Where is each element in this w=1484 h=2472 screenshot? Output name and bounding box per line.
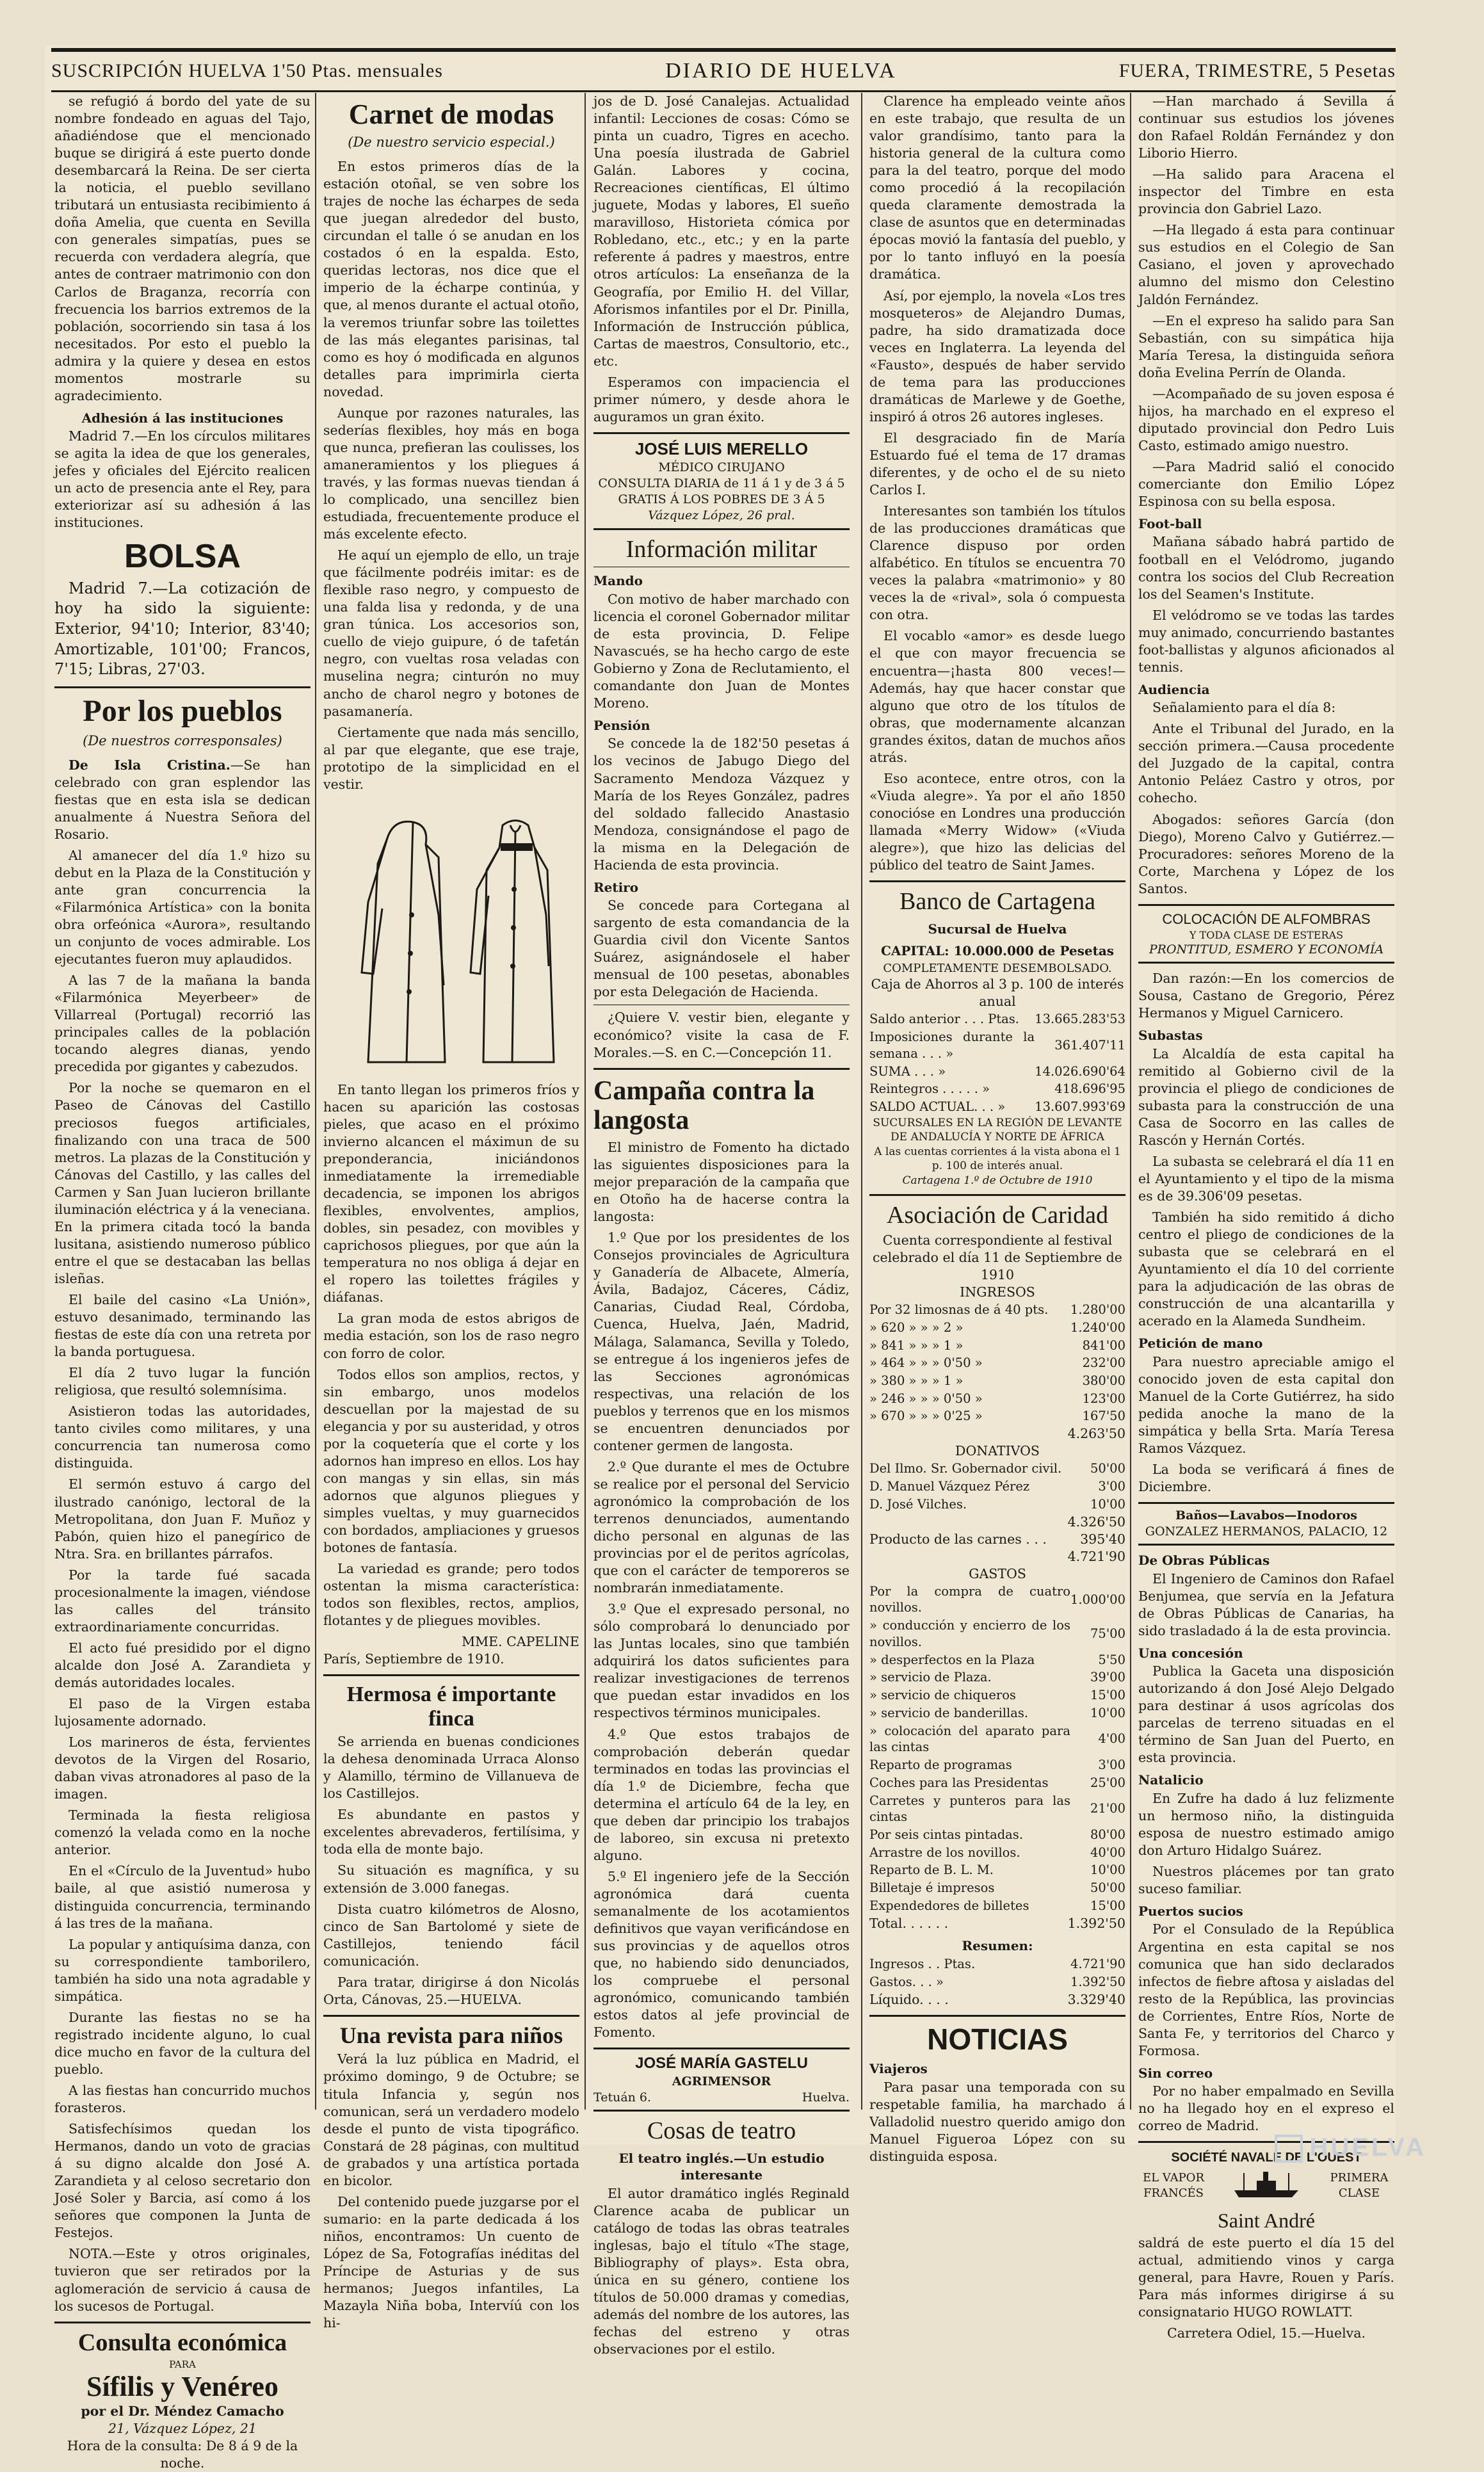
section-heading: Mando	[593, 573, 643, 589]
article-text: La variedad es grande; pero todos ostentan la misma característica: todos son flexibles, rectos, amplios, flotantes y de pliegues movibles.	[323, 1561, 579, 1629]
ledger-value: 841'00	[1082, 1337, 1125, 1353]
article-text: Los marineros de ésta, fervientes devotos de la Virgen del Rosario, daban vivas atronadores al paso de la imagen.	[54, 1734, 311, 1802]
ledger-value: 3'00	[1098, 1479, 1125, 1494]
ledger-value: 15'00	[1090, 1688, 1125, 1703]
article-text: La Alcaldía de esta capital ha remitido al Gobierno civil de la provincia el pliego de condiciones de subasta para la construcción de una Casa de Socorro en las calles de Rascón y Hernán Cortés.	[1138, 1046, 1394, 1148]
article-text: Así, por ejemplo, la novela «Los tres mosqueteros» de Alejandro Dumas, padre, ha sido dramatizada doce veces en Inglaterra. La leyenda del «Fausto», después de haber servido de tema para las producciones dramáticas de Marlewe y de Goethe, inspiró á otros 26 autores ingleses.	[869, 287, 1125, 424]
article-text: Esperamos con impaciencia el primer número, y desde ahora le auguramos un gran éxito.	[593, 374, 850, 424]
ledger-value: 10'00	[1090, 1496, 1125, 1512]
ledger-row	[869, 1722, 1125, 1756]
article-text: Eso acontece, entre otros, con la «Viuda alegre». Ya por el año 1850 conocióse en Londres una producción llamada «Merry Widow» («Viuda alegre»), que hizo las delicias del público del teatro de Saint James.	[869, 770, 1125, 873]
ledger-value: 25'00	[1090, 1775, 1125, 1790]
modas-date: París, Septiembre de 1910.	[323, 1651, 504, 1667]
ledger-label: Por seis cintas pintadas.	[869, 1827, 1024, 1842]
ledger-row	[869, 1407, 1125, 1425]
resumen-ledger	[869, 1955, 1125, 1991]
article-text: —En el expreso ha salido para San Sebastián, con su simpática hija María Teresa, la distinguida señora doña Evelina Perrín de Olanda.	[1138, 312, 1394, 380]
ship-address: Carretera Odiel, 15.—Huelva.	[1167, 2325, 1366, 2341]
ledger-value: 40'00	[1090, 1845, 1125, 1860]
ledger-value: 361.407'11	[1054, 1038, 1125, 1053]
bank-capital-note: COMPLETAMENTE DESEMBOLSADO.	[883, 961, 1112, 975]
bank-subheading: Sucursal de Huelva	[928, 921, 1067, 937]
article-text: Por la noche se quemaron en el Paseo de Cánovas del Castillo preciosos fuegos artificiales, finalizando con una traca de 500 metros. La plazas de la Constitución y Cánovas del Castillo, y las calles del Carmen y San Juan lucieron brillante iluminación eléctrica y á la veneciana. En la primera citada tocó la banda lusitana, asistiendo numeroso público entre el que se destacaban las bellas isleñas.	[54, 1080, 311, 1286]
ledger-label: Por 32 limosnas de á 40 pts.	[869, 1302, 1049, 1318]
ledger-row	[869, 1756, 1125, 1774]
article-text: Por el Consulado de la República Argentina en esta capital se nos comunica que han sido declarados infectos de fiebre aftosa y aisladas del resto de la República, las provincias de Corrientes, Entre Ríos, Norte de Santa Fe, y territorios del Charco y Formosa.	[1138, 1921, 1394, 2058]
ledger-value: 10'00	[1090, 1862, 1125, 1878]
ledger-label: Arrastre de los novillos.	[869, 1845, 1020, 1860]
coat-illustration	[323, 800, 579, 1075]
article-text: Durante las fiestas no se ha registrado incidente alguno, lo cual dice mucho en favor de la cultura del pueblo.	[54, 2009, 311, 2077]
archive-logo-icon	[1275, 2135, 1303, 2163]
article-text: Dista cuatro kilómetros de Alosno, cinco de San Bartolomé y siete de Castillejos, teniendo fácil comunicación.	[323, 1901, 579, 1969]
consulta-address: 21, Vázquez López, 21	[108, 2420, 257, 2436]
article-text: Publica la Gaceta una disposición autorizando á don José Alejo Delgado para destinar á usos agrícolas dos parcelas de terreno situadas en el término de San Juan del Puerto, en esta provincia.	[1138, 1663, 1394, 1766]
isla-heading: De Isla Cristina.	[69, 757, 230, 773]
article-text: El autor dramático inglés Reginald Clarence acaba de publicar un catálogo de todas las obras teatrales inglesas, bajo el título «The stage, Bibliography of plays». Esta obra, única en su género, contiene los títulos de 50.000 dramas y comedias, además del nombre de los autores, las fechas del estreno y otras observaciones por el estilo.	[593, 2185, 850, 2357]
ledger-label: D. José Vilches.	[869, 1496, 967, 1512]
ledger-total: 3.329'40	[1067, 1991, 1125, 2007]
article-text: A las 7 de la mañana la banda «Filarmónica Meyerbeer» de Villarreal (Portugal) recorrió las principales calles de la población tocando alegres dianas, yendo precedida por gigantes y cabezudos.	[54, 973, 311, 1075]
ledger-section: DONATIVOS	[955, 1443, 1040, 1459]
column-1	[54, 93, 311, 2471]
column-2	[323, 93, 580, 2331]
article-text: Su situación es magnífica, y su extensión de 3.000 fanegas.	[323, 1862, 579, 1896]
ship-right: PRIMERA CLASE	[1330, 2171, 1389, 2201]
ledger-label: » 670 » » » 0'25 »	[869, 1409, 983, 1424]
ledger-row	[869, 1844, 1125, 1862]
article-text: —Ha llegado á esta para continuar sus estudios en el Colegio de San Casiano, el joven y aprovechado alumno del mismo don Celestino Jaldón Fernández.	[1138, 222, 1394, 307]
bolsa-text: Madrid 7.—La cotización de hoy ha sido la siguiente: Exterior, 94'10; Interior, 83'40; Amortizable, 101'00; Francos, 7'15; Libras, 27'03.	[54, 579, 311, 679]
article-text: —Se han celebrado con gran esplendor las fiestas que en esta isla se dedican anualmente á Nuestra Señora del Rosario.	[54, 757, 311, 842]
ledger-row	[869, 1861, 1125, 1879]
ship-heading: SOCIÉTÉ NAVALE DE L'OUEST	[1171, 2151, 1362, 2165]
article-text: Se concede para Cortegana al sargento de esta comandancia de la Guardia civil don Vicente Santos Suárez, asignándosele el haber mensual de 100 pesetas, abonables por esta Delegación de Hacienda.	[593, 898, 850, 1000]
ledger-label: Total. . . . . .	[869, 1915, 949, 1931]
column-divider	[315, 93, 316, 2110]
article-text: Verá la luz pública en Madrid, el próximo domingo, 9 de Octubre; se titula Infancia y, según nos comunican, será un verdadero modelo desde el punto de vista tipográfico. Constará de 28 páginas, con multitud de grabados y una artística portada en bicolor.	[323, 2051, 579, 2188]
section-heading: Audiencia	[1138, 681, 1210, 697]
article-text: El acto fué presidido por el digno alcalde don José A. Zarandieta y demás autoridades locales.	[54, 1640, 311, 1690]
article-text: El baile del casino «La Unión», estuvo desanimado, terminando las fiestas de este día con una retreta por la banda portuguesa.	[54, 1291, 311, 1360]
ledger-label: Reparto de B. L. M.	[869, 1862, 994, 1878]
article-text: Ante el Tribunal del Jurado, en la sección primera.—Causa procedente del Juzgado de la capital, contra Antonio Peláez Castro y otros, por cohecho.	[1138, 721, 1394, 806]
bank-note: SUCURSALES EN LA REGIÓN DE LEVANTE DE ANDALUCÍA Y NORTE DE ÁFRICA	[873, 1116, 1122, 1144]
section-heading: Petición de mano	[1138, 1336, 1263, 1352]
modas-heading: Carnet de modas	[348, 99, 554, 130]
ledger-label: Coches para las Presidentas	[869, 1775, 1049, 1790]
ledger-value: 167'50	[1082, 1409, 1125, 1424]
article-text: Al amanecer del día 1.º hizo su debut en la Plaza de la Constitución y ante gran concurrencia la «Filarmónica Artística» con la bonita obra orfeónica «Aurora», resultando un conjunto de voces admirable. Los ejecutantes fueron muy aplaudidos.	[54, 847, 311, 967]
consulta-doctor: por el Dr. Méndez Camacho	[81, 2403, 284, 2419]
ledger-row	[869, 1704, 1125, 1722]
ledger-row	[869, 1372, 1125, 1390]
ad-line: PRONTITUD, ESMERO Y ECONOMÍA	[1149, 942, 1384, 957]
article-text: El sermón estuvo á cargo del ilustrado canónigo, lectoral de la Metropolitana, don Juan F. Muñoz y Pabón, quien hizo el panegírico de Ntra. Sra. en brillantes párrafos.	[54, 1476, 311, 1562]
article-text: El velódromo se ve todas las tardes muy animado, concurriendo bastantes foot-ballistas y algunos aficionados al tennis.	[1138, 607, 1394, 675]
ledger-value: 232'00	[1082, 1355, 1125, 1371]
article-text: Para tratar, dirigirse á don Nicolás Orta, Cánovas, 25.—HUELVA.	[323, 1974, 579, 2007]
masthead-subscription: SUSCRIPCIÓN HUELVA 1'50 Ptas. mensuales	[51, 60, 443, 81]
ledger-label: Del Ilmo. Sr. Gobernador civil.	[869, 1461, 1062, 1476]
ad-line: Tetuán 6.	[593, 2090, 652, 2105]
section-heading: Adhesión á las instituciones	[81, 410, 284, 426]
ad-role: MÉDICO CIRUJANO	[658, 460, 785, 475]
ad-line: Y TODA CLASE DE ESTERAS	[1189, 928, 1344, 941]
ledger-label: Ingresos . . Ptas.	[869, 1957, 976, 1972]
bank-date: Cartagena 1.º de Octubre de 1910	[902, 1174, 1093, 1187]
ledger-row	[869, 1010, 1125, 1028]
alfombras-ad	[1138, 904, 1394, 964]
consulta-para: PARA	[169, 2359, 196, 2371]
ledger-row	[869, 1651, 1125, 1669]
ledger-label: » colocación del aparato para las cintas	[869, 1723, 1070, 1755]
article-text: Dan razón:—En los comercios de Sousa, Castano de Gregorio, Pérez Hermanos y Miguel Carnicero.	[1138, 970, 1394, 1021]
ad-line: Baños—Lavabos—Inodoros	[1175, 1508, 1357, 1523]
article-text: —Han marchado á Sevilla á continuar sus estudios los jóvenes don Rafael Roldán Fernández y don Liborio Hierro.	[1138, 93, 1394, 161]
ledger-total: 4.721'90	[1067, 1548, 1125, 1564]
section-heading: Foot-ball	[1138, 516, 1202, 532]
bank-ledger	[869, 1010, 1125, 1115]
article-text: La popular y antiquísima danza, con su correspondiente tamborilero, también ha sido una nota agradable y simpática.	[54, 1936, 311, 2004]
column-3	[593, 93, 850, 2357]
ledger-total: 4.263'50	[1067, 1426, 1125, 1442]
ad-role: AGRIMENSOR	[672, 2074, 771, 2089]
ledger-label: Reparto de programas	[869, 1757, 1012, 1773]
ship-left: EL VAPOR FRANCÉS	[1142, 2171, 1204, 2201]
ad-line: CONSULTA DIARIA de 11 á 1 y de 3 á 5	[598, 476, 845, 491]
article-text: El día 2 tuvo lugar la función religiosa, que resultó solemnísima.	[54, 1365, 311, 1398]
ledger-label: Billetaje é impresos	[869, 1880, 995, 1896]
ledger-value: 3'00	[1098, 1757, 1125, 1773]
ledger-row	[869, 1668, 1125, 1686]
ledger-label: » conducción y encierro de los novillos.	[869, 1618, 1070, 1649]
ledger-label: » servicio de banderillas.	[869, 1705, 1029, 1720]
ledger-label: » 620 » » » 2 »	[869, 1320, 964, 1335]
modas-signature: MME. CAPELINE	[462, 1634, 579, 1650]
ledger-value: 418.696'95	[1054, 1081, 1125, 1097]
ledger-row	[869, 1792, 1125, 1826]
langosta-heading: Campaña contra la langosta	[593, 1076, 815, 1135]
ledger-value: 1.280'00	[1070, 1302, 1125, 1318]
article-text: La boda se verificará á fines de Diciembre.	[1138, 1461, 1394, 1494]
ledger-value: 1.000'00	[1070, 1592, 1125, 1607]
masthead-title: DIARIO DE HUELVA	[665, 59, 897, 83]
ledger-row	[869, 1583, 1125, 1617]
ledger-label: Reintegros . . . . . »	[869, 1081, 990, 1097]
ledger-label: Por la compra de cuatro novillos.	[869, 1583, 1070, 1615]
section-heading: Puertos sucios	[1138, 1903, 1243, 1919]
article-text: Con motivo de haber marchado con licencia el coronel Gobernador militar de esta provincia, D. Felipe Navascués, se ha hecho cargo de este Gobierno y Zona de Reclutamiento, el comandante don Juan de Montes Moreno.	[593, 591, 850, 711]
ledger-row	[869, 1390, 1125, 1408]
section-heading: De Obras Públicas	[1138, 1553, 1270, 1569]
ledger-label: Imposiciones durante la semana . . . »	[869, 1030, 1035, 1061]
section-heading: Viajeros	[869, 2061, 928, 2077]
consulta-hours: Hora de la consulta: De 8 á 9 de la noche.	[67, 2437, 298, 2471]
section-heading: Natalicio	[1138, 1772, 1204, 1788]
article-text: Asistieron todas las autoridades, tanto civiles como militares, y una concurrencia tan numerosa como distinguida.	[54, 1403, 311, 1471]
ledger-row	[869, 1686, 1125, 1704]
ledger-row	[869, 1354, 1125, 1372]
ledger-label: » desperfectos en la Plaza	[869, 1652, 1035, 1667]
article-text: Satisfechísimos quedan los Hermanos, dando un voto de gracias á su digno alcalde don José A. Zarandieta y al celoso secretario don José Soler y Barcia, así como á los señores que componen la Junta de Festejos.	[54, 2121, 311, 2241]
article-text: Se arrienda en buenas condiciones la dehesa denominada Urraca Alonso y Alamillo, término de Villanueva de los Castillejos.	[323, 1734, 579, 1802]
bank-capital: CAPITAL: 10.000.000 de Pesetas	[880, 943, 1115, 959]
bank-heading: Banco de Cartagena	[899, 888, 1095, 916]
ledger-label: Carretes y punteros para las cintas	[869, 1793, 1070, 1825]
ledger-row	[869, 1826, 1125, 1844]
article-text: Mañana sábado habrá partido de football en el Velódromo, jugando contra los socios del Club Recreation los del Seamen's Institute.	[1138, 534, 1394, 602]
article-text: En estos primeros días de la estación otoñal, se ven sobre los trajes de noche las écharpes de seda que juegan alrededor del busto, circundan el talle ó se anudan en los costados ó en la espalda. Esto, queridas lectoras, nos dice que el imperio de la écharpe continúa, y que, al menos durante el actual otoño, la veremos triunfar sobre las toilettes de las más elegantes parisinas, tal como es hoy ó modificada en algunos detalles para imprimirla cierta novedad.	[323, 159, 580, 400]
article-text: Del contenido puede juzgarse por el sumario: en la parte dedicada á los niños, encontramos: Un cuento de López de Sa, Fotografías inéditas del Príncipe de Asturias y de sus hermanos; Juegos infantiles, La Mazayla Niña boba, Intervíú con los hi-	[323, 2193, 579, 2331]
ledger-row	[869, 1460, 1125, 1478]
banos-ad	[1138, 1502, 1394, 1546]
caridad-heading: Asociación de Caridad	[886, 1202, 1109, 1229]
article-text: El vocablo «amor» es desde luego el que con mayor frecuencia se encuentra—¡hasta 800 veces!—Además, hay que hacer constar que alguno que otro de los títulos de obras, que modernamente alcanzan grandes éxitos, datan de muchos años atrás.	[869, 628, 1125, 765]
modas-subheading: (De nuestro servicio especial.)	[348, 134, 555, 150]
ledger-row	[869, 1879, 1125, 1897]
ledger-label: SUMA . . . »	[869, 1063, 946, 1079]
article-text: La gran moda de estos abrigos de media estación, son los de raso negro con forro de color.	[323, 1311, 579, 1361]
ledger-row	[869, 1496, 1125, 1514]
column-5	[1138, 93, 1394, 2341]
article-text: Madrid 7.—En los círculos militares se agita la idea de que los generales, jefes y oficiales del Ejército realicen un acto de presencia ante el Rey, para exteriorizar así su adhesión á las instituciones.	[54, 428, 311, 531]
column-divider	[585, 93, 586, 2110]
article-text: Señalamiento para el día 8:	[1152, 700, 1336, 716]
ingresos-ledger	[869, 1301, 1125, 1425]
ledger-row	[869, 1098, 1125, 1116]
ledger-total: 4.326'50	[1067, 1514, 1125, 1530]
section-heading: Subastas	[1138, 1028, 1203, 1044]
article-text: Nuestros plácemes por tan grato suceso familiar.	[1138, 1864, 1394, 1897]
article-text: El ministro de Fomento ha dictado las siguientes disposiciones para la mejor preparación de la campaña que en Otoño ha de hacerse contra la langosta:	[593, 1139, 850, 1225]
ledger-value: 14.026.690'64	[1035, 1063, 1125, 1079]
ledger-label: Producto de las carnes . . .	[869, 1531, 1047, 1547]
ledger-total: 1.392'50	[1067, 1915, 1125, 1931]
article-text: A las fiestas han concurrido muchos forasteros.	[54, 2083, 311, 2116]
bank-caja: Caja de Ahorros al 3 p. 100 de interés anual	[871, 976, 1124, 1010]
ship-name: Saint André	[1218, 2208, 1315, 2232]
article-text: Abogados: señores García (don Diego), Moreno Calvo y Gutiérrez.—Procuradores: señores Moreno de la Corte, Marchena y López de los Santos.	[1138, 811, 1394, 896]
article-text: 3.º Que el expresado personal, no sólo comprobará lo denunciado por las Juntas locales, sino que también adquirirá los datos suficientes para realizar investigaciones de terrenos que puedan estar invadidos en los respectivos términos municipales.	[593, 1601, 850, 1721]
teatro-heading: Cosas de teatro	[647, 2117, 796, 2145]
ledger-row	[869, 1774, 1125, 1792]
ledger-value: 395'40	[1080, 1531, 1125, 1547]
ledger-row	[869, 1955, 1125, 1973]
ledger-value: 4.721'90	[1070, 1957, 1125, 1972]
ledger-row	[869, 1478, 1125, 1496]
ledger-value: 75'00	[1090, 1626, 1125, 1642]
article-text: Para nuestro apreciable amigo el conocido joven de esta capital don Manuel de la Corte Gutiérrez, ha sido pedida anoche la mano de la simpática y bella Srta. María Teresa Ramos Vázquez.	[1138, 1353, 1394, 1456]
ledger-label: Expendedores de billetes	[869, 1898, 1029, 1913]
ledger-label: Saldo anterior . . . Ptas.	[869, 1012, 1019, 1027]
ledger-value: 50'00	[1090, 1880, 1125, 1896]
ledger-value: 1.392'50	[1070, 1974, 1125, 1989]
ledger-value: 4'00	[1098, 1731, 1125, 1747]
ledger-label: » 246 » » » 0'50 »	[869, 1391, 983, 1406]
ledger-label: Líquido. . . .	[869, 1991, 949, 2007]
ad-name: JOSÉ LUIS MERELLO	[634, 439, 809, 458]
article-text: Es abundante en pastos y excelentes abrevaderos, fertilísima, y toda ella de monte bajo.	[323, 1807, 579, 1857]
gastos-ledger	[869, 1583, 1125, 1915]
revista-heading: Una revista para niños	[339, 2022, 563, 2048]
gastelu-ad	[593, 2048, 850, 2112]
ledger-label: » 841 » » » 1 »	[869, 1337, 964, 1353]
ledger-row	[869, 1080, 1125, 1098]
article-text: Interesantes son también los títulos de las producciones dramáticas que Clarence dispuso por orden alfabético. En títulos se encuentra 70 veces la palabra «matrimonio» y 80 veces la de «rival», sola ó compuesta con otra.	[869, 503, 1125, 623]
morales-ad: ¿Quiere V. vestir bien, elegante y económico? visite la casa de F. Morales.—S. en C.—Concepción 11.	[593, 1010, 850, 1060]
article-text: El paso de la Virgen estaba lujosamente adornado.	[54, 1696, 311, 1729]
ledger-value: 123'00	[1082, 1391, 1125, 1406]
ledger-label: » servicio de chiqueros	[869, 1688, 1016, 1703]
article-text: El Ingeniero de Caminos don Rafael Benjumea, que servía en la Jefatura de Obras Públicas de Canarias, ha sido trasladado á la de esta provincia.	[1138, 1571, 1394, 1638]
noticias-heading: NOTICIAS	[927, 2022, 1068, 2056]
article-text: Se concede la de 182'50 pesetas á los vecinos de Jabugo Diego del Sacramento Mendoza Vázquez y María de los Reyes González, padres del soldado fallecido Anastasio Mendoza, consignándose el pago de la misma en la Delegación de Hacienda de esta provincia.	[593, 736, 850, 873]
section-heading: Una concesión	[1138, 1645, 1243, 1661]
article-text: Aunque por razones naturales, las sederías flexibles, hoy más en boga que nunca, prefieran las coulisses, los amaneramientos y los pliegues á través, y las formas nuevas tiendan á lo complicado, una sencillez bien estudiada, frecuentemente produce el más excelente efecto.	[323, 405, 579, 542]
section-heading: Sin correo	[1138, 2065, 1213, 2081]
ledger-label: Gastos. . . »	[869, 1974, 944, 1989]
archive-watermark	[1275, 2133, 1426, 2163]
ledger-value: 380'00	[1082, 1373, 1125, 1388]
ad-line: GONZALEZ HERMANOS, PALACIO, 12	[1145, 1524, 1388, 1539]
ad-line: Vázquez López, 26 pral.	[648, 508, 795, 523]
militar-heading: Información militar	[625, 535, 818, 563]
ship-icon	[1231, 2168, 1302, 2204]
article-text: He aquí un ejemplo de ello, un traje que fácilmente podréis imitar: es de flexible raso negro, y compuesto de una falda lisa y redonda, y de una gran túnica. Los accesorios son, cuello de viejo guipure, ó de tafetán negro, con vueltas rosa veladas con muselina negra; cinturón no muy ancho de charol negro y botones de pasamanería.	[323, 547, 579, 719]
article-text: 4.º Que estos trabajos de comprobación deberán quedar terminados en todas las provincias el día 1.º de Diciembre, fecha que determina el artículo 64 de la ley, en que deben dar principio los trabajos de laboreo, sin excusa ni pretexto alguno.	[593, 1726, 850, 1863]
article-text: 5.º El ingeniero jefe de la Sección agronómica dará cuenta semanalmente de los acotamientos definitivos que vayan verificándose en sus provincias y de aquellos otros que, no habiendo sido denunciados, los compruebe el personal agronómico, comunicando también estos datos al jefe provincial de Fomento.	[593, 1868, 850, 2040]
article-text: —Para Madrid salió el conocido comerciante don Emilio López Espinosa con su bella esposa.	[1138, 458, 1394, 510]
ledger-value: 10'00	[1090, 1705, 1125, 1720]
article-text: En el «Círculo de la Juventud» hubo baile, al que asistió numerosa y distinguida concurrencia, terminando á las tres de la mañana.	[54, 1863, 311, 1931]
article-text: jos de D. José Canalejas. Actualidad infantil: Lecciones de cosas: Cómo se pinta un cuadro, Tigres en acecho. Una poesía ilustrada de Gabriel Galán. Labores y cocina, Recreaciones científicas, El último juguete, Modas y labores, El sueño maravilloso, Historieta cómica por Robledano, etc., etc.; y en la parte referente á padres y maestros, entre otros artículos: La enseñanza de la Geografía, por Emilio H. del Villar, Aforismos infantiles por el Dr. Pinilla, Información de Instrucción pública, Cartas de maestros, Consultorio, etc., etc.	[593, 93, 850, 369]
article-text: También ha sido remitido á dicho centro el pliego de condiciones de la subasta que se celebrará en el Ayuntamiento el día 10 del corriente para la adjudicación de las obras de construcción de una alcantarilla y acerado en la Alameda Sundheim.	[1138, 1209, 1394, 1329]
teatro-subheading: El teatro inglés.—Un estudio interesante	[618, 2151, 825, 2183]
caridad-subheading: Cuenta correspondiente al festival celebrado el día 11 de Septiembre de 1910	[873, 1232, 1122, 1282]
ad-line: GRATIS Á LOS POBRES DE 3 Á 5	[618, 492, 825, 507]
ledger-label: » servicio de Plaza.	[869, 1670, 992, 1685]
ledger-section: INGRESOS	[960, 1284, 1035, 1300]
article-text: 2.º Que durante el mes de Octubre se realice por el personal del Servicio agronómico la comprobación de los terrenos denunciados, aumentando dicho personal en algunas de las provincias por el de peritos agrícolas, que con el carácter de temporeros se nombrarán inmediatamente.	[593, 1458, 850, 1596]
article-text: —Acompañado de su joven esposa é hijos, ha marchado en el expreso el diputado provincial don Pedro Luis Casto, estimado amigo nuestro.	[1138, 385, 1394, 453]
bolsa-heading: BOLSA	[124, 537, 241, 575]
article-text: se refugió á bordo del yate de su nombre fondeado en aguas del Tajo, añadiéndose que el mencionado buque se dirigirá á este puerto donde desembarcará la Reina. De ser cierta la noticia, el pueblo sevillano tributará un entusiasta recibimiento á doña Amelia, que cuenta en Sevilla con generales simpatías, pues se recuerda con verdadera alegría, que antes de contraer matrimonio con don Carlos de Braganza, recorría con frecuencia los barrios extremos de la población, socorriendo sin tasa á los necesitados. Por esto el pueblo la admira y la quiere y desea en estos momentos mostrarle su agradecimiento.	[54, 93, 311, 403]
ledger-value: 1.240'00	[1070, 1320, 1125, 1335]
ledger-label: » 380 » » » 1 »	[869, 1373, 964, 1388]
ledger-row	[869, 1301, 1125, 1319]
ledger-value: 15'00	[1090, 1898, 1125, 1913]
consulta-main: Sífilis y Venéreo	[86, 2371, 278, 2403]
ledger-row	[869, 1617, 1125, 1651]
ledger-value: 13.665.283'53	[1035, 1012, 1125, 1027]
article-text: saldrá de este puerto el día 15 del actual, admitiendo vinos y carga general, para Havre, Rouen y París. Para más informes dirigirse á su consignatario HUGO ROWLATT.	[1138, 2234, 1394, 2320]
bank-note: A las cuentas corrientes á la vista abona el 1 p. 100 de interés anual.	[874, 1145, 1121, 1173]
column-divider	[861, 93, 862, 2110]
donativos-ledger	[869, 1460, 1125, 1513]
article-text: En tanto llegan los primeros fríos y hacen su aparición las costosas pieles, que acaso en el próximo invierno alcancen el máximun de su preponderancia, iniciándonos inmediatamente la irremediable decadencia, se imponen los abrigos flexibles, envolventes, amplios, dobles, sin pesadez, con movibles y caprichosos pliegues, por que aún la temperatura no nos obliga á dejar en el ropero las toilettes frágiles y diáfanas.	[323, 1081, 579, 1305]
ledger-row	[869, 1063, 1125, 1081]
ledger-value: 50'00	[1090, 1461, 1125, 1476]
article-text: Ciertamente que nada más sencillo, al par que elegante, que ese traje, prototipo de la simplicidad en el vestir.	[323, 724, 579, 792]
section-heading: Pensión	[593, 718, 650, 734]
consulta-heading: Consulta económica	[77, 2329, 287, 2356]
ledger-row	[869, 1028, 1125, 1062]
article-text: 1.º Que por los presidentes de los Consejos provinciales de Agricultura y Ganadería de Albacete, Almería, Ávila, Badajoz, Cáceres, Cádiz, Canarias, Ciudad Real, Córdoba, Cuenca, Huelva, Jaén, Madrid, Málaga, Salamanca, Sevilla y Toledo, se entregue á los ingenieros jefes de las Secciones agronómicas respectivas, una relación de los pueblos y terrenos que en los mismos se encuentren denunciados por contener germen de langosta.	[593, 1230, 850, 1453]
ledger-value: 13.607.993'69	[1035, 1099, 1125, 1115]
article-text: Terminada la fiesta religiosa comenzó la velada como en la noche anterior.	[54, 1807, 311, 1858]
article-text: NOTA.—Este y otros originales, tuvieron que ser retirados por la aglomeración de servicio á causa de los sucesos de Portugal.	[54, 2246, 311, 2314]
column-4	[869, 93, 1125, 2164]
ledger-value: 39'00	[1090, 1670, 1125, 1685]
pueblos-heading: Por los pueblos	[83, 694, 282, 729]
ledger-section: GASTOS	[969, 1565, 1026, 1581]
pueblos-subheading: (De nuestros corresponsales)	[83, 732, 282, 748]
article-text: Clarence ha empleado veinte años en este trabajo, que resulta de un valor grandísimo, tanto para la historia general de la cultura como para la del teatro, porque del modo como procedió á la recopilación queda claramente demostrada la clase de asuntos que en determinadas épocas movió la fantasía del pueblo, y por lo tanto influyó en la poesía dramática.	[869, 93, 1125, 282]
article-text: Para pasar una temporada con su respetable familia, ha marchado á Valladolid nuestro querido amigo don Manuel Figueroa López con su distinguida esposa.	[869, 2079, 1125, 2164]
ledger-row	[869, 1973, 1125, 1991]
watermark-text: HUELVA	[1309, 2133, 1426, 2161]
article-text: Por la tarde fué sacada procesionalmente la imagen, viéndose las calles del tránsito extraordinariamente concurridas.	[54, 1567, 311, 1635]
ad-name: COLOCACIÓN DE ALFOMBRAS	[1162, 910, 1371, 927]
ledger-row	[869, 1897, 1125, 1915]
article-text: —Ha salido para Aracena el inspector del Timbre en esta provincia don Gabriel Lazo.	[1138, 166, 1394, 217]
ledger-value: 5'50	[1098, 1652, 1125, 1667]
ad-line: Huelva.	[802, 2090, 850, 2105]
ledger-value: 21'00	[1090, 1801, 1125, 1816]
ad-name: JOSÉ MARÍA GASTELU	[635, 2055, 808, 2072]
ledger-value: 80'00	[1090, 1827, 1125, 1842]
section-heading: Retiro	[593, 879, 639, 895]
ledger-section: Resumen:	[962, 1937, 1033, 1953]
ledger-label: » 464 » » » 0'50 »	[869, 1355, 983, 1371]
merello-ad	[593, 432, 850, 530]
article-text: Todos ellos son amplios, rectos, y sin embargo, unos modelos descuellan por la majestad de su elegancia y por su austeridad, y otros por la coquetería que el corte y los adornos han impreso en ellos. Los hay con mangas y sin ellas, sin más adornos que algunos pliegues y simples vueltas, y muy guarnecidos con bordados, ampliaciones y gruesos botones de fantasía.	[323, 1366, 579, 1556]
article-text: Por no haber empalmado en Sevilla no ha llegado hoy en el expreso el correo de Madrid.	[1138, 2083, 1394, 2134]
column-divider	[1130, 93, 1131, 2110]
article-text: En Zufre ha dado á luz felizmente un hermoso niño, la distinguida esposa de nuestro estimado amigo don Arturo Hidalgo Suárez.	[1138, 1790, 1394, 1858]
ledger-row	[869, 1319, 1125, 1337]
ledger-label: D. Manuel Vázquez Pérez	[869, 1479, 1030, 1494]
article-text: El desgraciado fin de María Estuardo fué el tema de 17 dramas diferentes, y de ocho el de su nieto Carlos I.	[869, 430, 1125, 498]
finca-heading: Hermosa é importante finca	[346, 1683, 556, 1731]
ledger-row	[869, 1337, 1125, 1355]
ledger-label: SALDO ACTUAL. . . »	[869, 1099, 1006, 1115]
masthead	[51, 48, 1396, 92]
article-text: La subasta se celebrará el día 11 en el Ayuntamiento y el tipo de la misma es de 39.306'09 pesetas.	[1138, 1153, 1394, 1204]
masthead-rate: FUERA, TRIMESTRE, 5 Pesetas	[1118, 60, 1396, 81]
